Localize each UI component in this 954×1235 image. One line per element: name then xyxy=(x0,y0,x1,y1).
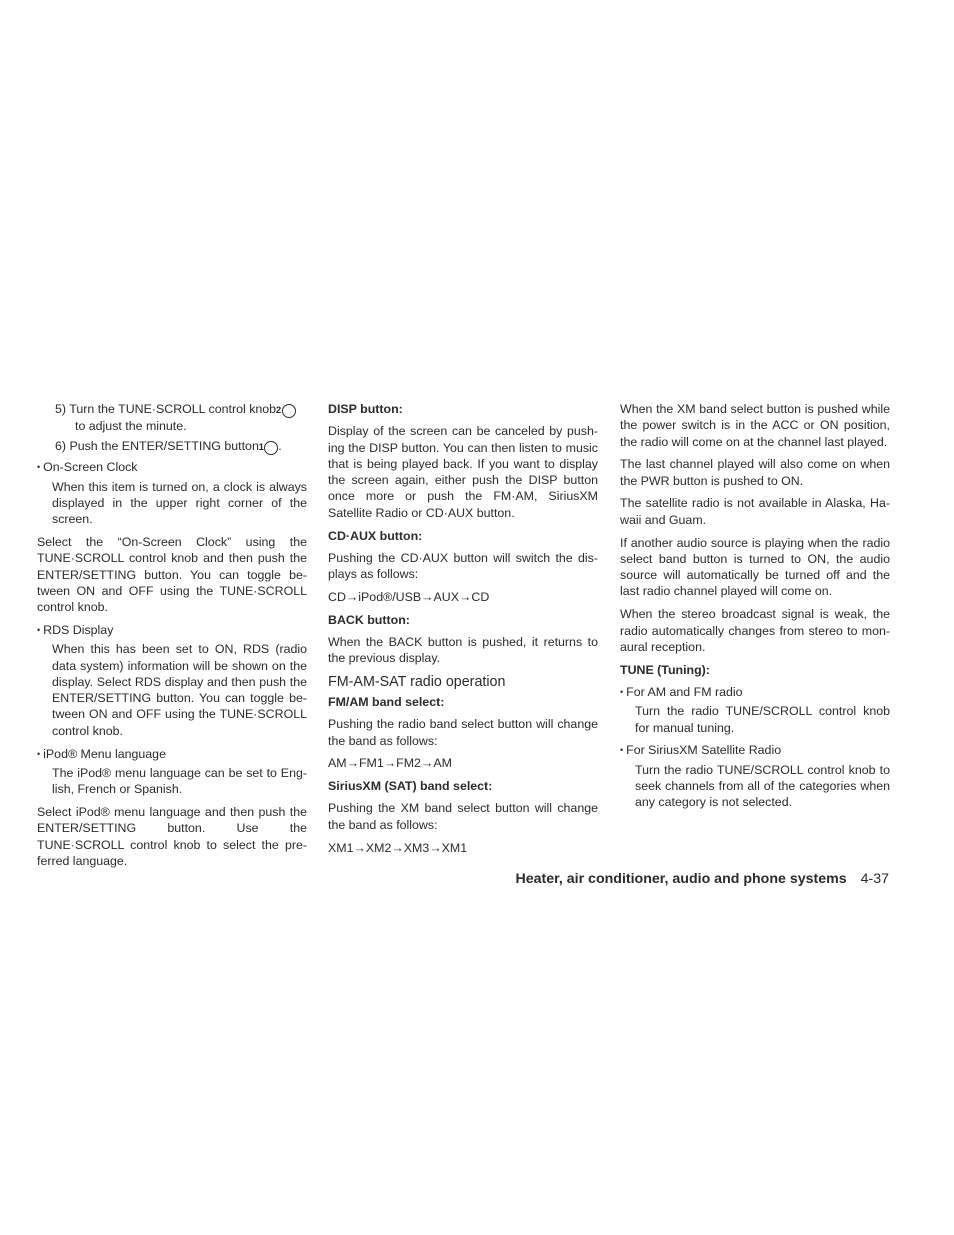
cd-aux-button-heading: CD·AUX button: xyxy=(328,528,423,543)
last-channel-paragraph: The last channel played will also come on when the PWR button is pushed to ON. xyxy=(620,457,890,488)
bullet-siriusxm-radio xyxy=(620,742,890,758)
callout-2-icon: 2 xyxy=(282,404,296,418)
bullet-icon: • xyxy=(37,748,41,759)
siriusxm-radio-label: For SiriusXM Satellite Radio xyxy=(626,743,782,758)
bullet-ipod-menu-language xyxy=(37,746,307,762)
fm-am-band-select-heading: FM/AM band select: xyxy=(328,694,445,709)
section-title: FM-AM-SAT radio operation xyxy=(328,673,506,690)
stereo-signal-paragraph: When the stereo broadcast signal is weak, the radio automatically changes from stereo to monaural reception. xyxy=(620,607,890,654)
select-clock-paragraph: Select the “On-Screen Clock” using the TUNE·SCROLL control knob and then push the ENTER/SETTING button. You can toggle between ON and OFF using the TUNE·SCROLL control knob. xyxy=(37,534,307,615)
siriusxm-band-select-heading: SiriusXM (SAT) band select: xyxy=(328,779,493,794)
step-5-continuation: to adjust the minute. xyxy=(75,419,187,433)
page-footer xyxy=(516,871,890,887)
bullet-icon: • xyxy=(37,624,41,635)
tune-heading: TUNE (Tuning): xyxy=(620,662,710,677)
am-fm-radio-label: For AM and FM radio xyxy=(626,684,743,699)
step-5-text: 5) Turn the TUNE·SCROLL control knob xyxy=(55,402,277,416)
rds-display-description: When this has been set to ON, RDS (radio data system) information will be shown on the display. Select RDS display and then push the ENTER/SETTING button. You can toggle between ON and OFF using the TUNE·SCROLL control knob. xyxy=(52,642,307,738)
on-screen-clock-label: On-Screen Clock xyxy=(43,460,138,475)
fm-am-sequence: AM→FM1→FM2→AM xyxy=(328,756,452,771)
xm-band-paragraph: When the XM band select button is pushed while the power switch is in the ACC or ON position, the radio will come on at the channel last played. xyxy=(620,402,890,449)
page-number: 4-37 xyxy=(860,871,889,887)
callout-1-icon: 1 xyxy=(264,441,278,455)
siriusxm-sequence: XM1→XM2→XM3→XM1 xyxy=(328,840,468,855)
bullet-rds-display xyxy=(37,622,307,638)
step-6-end: . xyxy=(278,439,282,454)
am-fm-radio-description: Turn the radio TUNE/SCROLL control knob for manual tuning. xyxy=(635,704,890,735)
cd-aux-sequence: CD→iPod®/USB→AUX→CD xyxy=(328,589,490,604)
fm-am-band-select-paragraph: Pushing the radio band select button will change the band as follows: xyxy=(328,717,598,748)
siriusxm-radio-description: Turn the radio TUNE/SCROLL control knob to seek channels from all of the categories when any category is not selected. xyxy=(635,762,890,810)
disp-button-heading: DISP button: xyxy=(328,402,403,416)
step-5 xyxy=(37,401,307,434)
disp-button-paragraph: Display of the screen can be canceled by pushing the DISP button. You can then listen to music that is being played back. If you want to display the screen again, either push the DISP button once more or push the FM·AM, SiriusXM Satellite Radio or CD·AUX button. xyxy=(328,424,598,520)
on-screen-clock-description: When this item is turned on, a clock is always displayed in the upper right corner of the screen. xyxy=(52,479,307,527)
rds-display-label: RDS Display xyxy=(43,622,114,637)
back-button-heading: BACK button: xyxy=(328,612,410,627)
availability-paragraph: The satellite radio is not available in Alaska, Hawaii and Guam. xyxy=(620,496,890,527)
siriusxm-band-select-paragraph: Pushing the XM band select button will change the band as follows: xyxy=(328,801,598,832)
bullet-icon: • xyxy=(620,686,624,697)
ipod-menu-language-label: iPod® Menu language xyxy=(43,746,166,761)
back-button-paragraph: When the BACK button is pushed, it returns to the previous display. xyxy=(328,635,598,666)
ipod-menu-language-description: The iPod® menu language can be set to English, French or Spanish. xyxy=(52,765,307,797)
bullet-am-fm-radio xyxy=(620,684,890,700)
step-6 xyxy=(37,438,307,455)
step-6-text: 6) Push the ENTER/SETTING button xyxy=(55,439,259,454)
select-ipod-paragraph: Select iPod® menu language and then push the ENTER/SETTING button. Use the TUNE·SCROLL control knob to select the preferred language. xyxy=(37,804,307,868)
footer-section-title: Heater, air conditioner, audio and phone systems xyxy=(515,871,847,887)
right-column xyxy=(620,401,890,817)
another-source-paragraph: If another audio source is playing when the radio select band button is turned to ON, the audio source will automatically be turned off and the last radio channel played will come on. xyxy=(620,535,890,599)
bullet-on-screen-clock xyxy=(37,459,307,475)
bullet-icon: • xyxy=(620,745,624,756)
cd-aux-button-paragraph: Pushing the CD·AUX button will switch the displays as follows: xyxy=(328,550,598,582)
left-column xyxy=(37,401,307,876)
middle-column xyxy=(328,401,598,862)
bullet-icon: • xyxy=(37,462,41,473)
